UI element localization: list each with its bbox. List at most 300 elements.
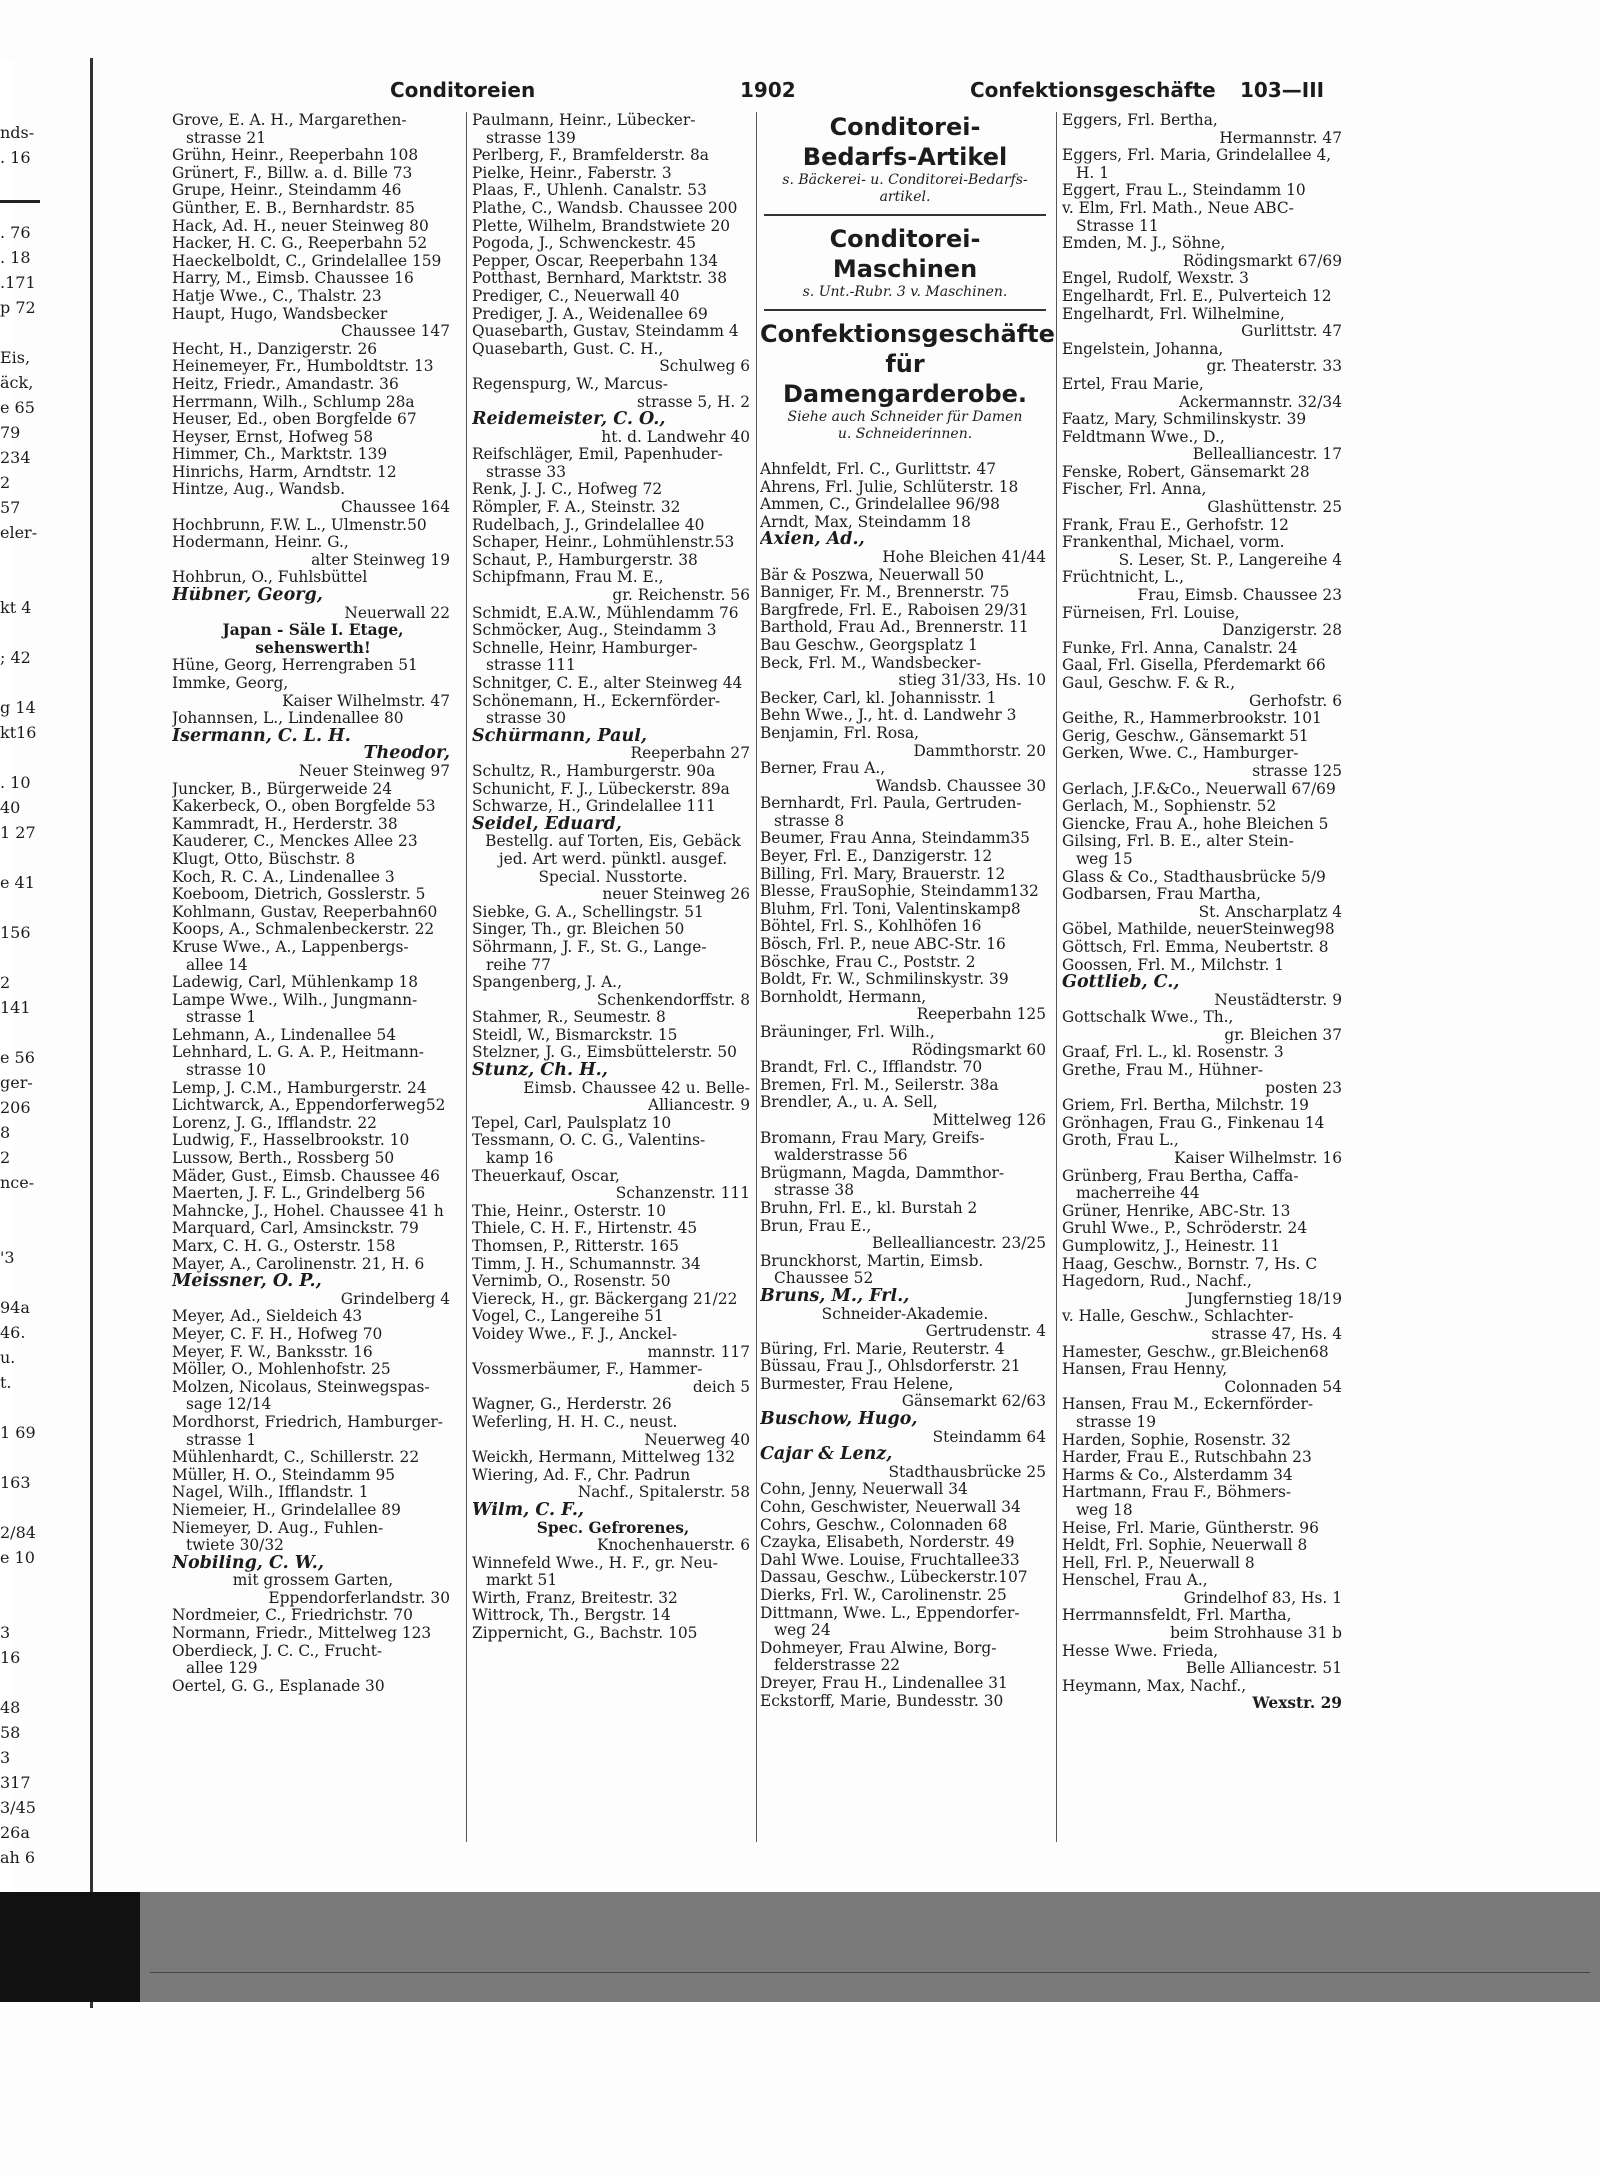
directory-entry: Gerlach, M., Sophienstr. 52 (1062, 798, 1277, 816)
directory-entry: Schwarze, H., Grindelallee 111 (472, 798, 716, 816)
directory-entry: Vossmerbäumer, F., Hammer- (472, 1361, 703, 1379)
directory-entry: strasse 125 (1252, 762, 1342, 780)
directory-entry: Brun, Frau E., (760, 1217, 872, 1235)
directory-entry: Gruhl Wwe., P., Schröderstr. 24 (1062, 1220, 1308, 1238)
directory-entry: Herrmannsfeldt, Frl. Martha, (1062, 1607, 1292, 1625)
directory-entry: Engelhardt, Frl. Wilhelmine, (1062, 305, 1285, 323)
directory-entry: Buschow, Hugo, (760, 1411, 918, 1429)
directory-entry: Lehnhard, L. G. A. P., Heitmann- (172, 1044, 425, 1062)
directory-entry: Grünberg, Frau Bertha, Caffa- (1062, 1167, 1299, 1185)
directory-entry: Feldtmann Wwe., D., (1062, 428, 1225, 446)
directory-entry: Mordhorst, Friedrich, Hamburger- (172, 1413, 443, 1431)
directory-entry: jed. Art werd. pünktl. ausgef. (498, 850, 728, 868)
directory-entry: Heymann, Max, Nachf., (1062, 1677, 1247, 1695)
directory-entry: Schürmann, Paul, (472, 727, 647, 746)
directory-entry: Schaper, Heinr., Lohmühlenstr.53 (472, 534, 735, 552)
directory-entry: Beck, Frl. M., Wandsbecker- (760, 654, 982, 672)
directory-entry: Meyer, F. W., Banksstr. 16 (172, 1343, 373, 1361)
directory-entry: Boldt, Fr. W., Schmilinskystr. 39 (760, 971, 1009, 989)
directory-entry: Knochenhauerstr. 6 (596, 1537, 750, 1555)
directory-entry: Jungfernstieg 18/19 (1186, 1290, 1342, 1308)
directory-entry: strasse 8 (774, 812, 845, 830)
directory-entry: sage 12/14 (186, 1396, 272, 1414)
directory-entry: Mittelweg 126 (932, 1111, 1046, 1129)
directory-entry: Gerken, Wwe. C., Hamburger- (1062, 745, 1299, 763)
directory-entry: macherreihe 44 (1076, 1185, 1200, 1203)
directory-entry: Hansen, Frau Henny, (1062, 1361, 1228, 1379)
directory-entry: Göttsch, Frl. Emma, Neubertstr. 8 (1062, 938, 1329, 956)
directory-entry: Büssau, Frau J., Ohlsdorferstr. 21 (760, 1358, 1021, 1376)
directory-entry: Fürneisen, Frl. Louise, (1062, 604, 1240, 622)
section-divider (764, 309, 1046, 311)
directory-entry: Nachf., Spitalerstr. 58 (577, 1484, 750, 1502)
directory-entry: Plette, Wilhelm, Brandstwiete 20 (472, 217, 731, 235)
directory-entry: Stelzner, J. G., Eimsbüttelerstr. 50 (472, 1044, 737, 1062)
directory-entry: Hartmann, Frau F., Böhmers- (1062, 1484, 1292, 1502)
directory-entry: Maerten, J. F. L., Grindelberg 56 (172, 1185, 426, 1203)
directory-entry: Schmöcker, Aug., Steindamm 3 (472, 622, 717, 640)
directory-entry: Grupe, Heinr., Steindamm 46 (172, 182, 402, 200)
directory-entry: Bluhm, Frl. Toni, Valentinskamp8 (760, 900, 1021, 918)
directory-entry: Bremen, Frl. M., Seilerstr. 38a (760, 1076, 999, 1094)
directory-entry: Meissner, O. P., (172, 1273, 322, 1291)
directory-entry: S. Leser, St. P., Langereihe 4 (1118, 551, 1342, 569)
directory-entry: Günther, E. B., Bernhardstr. 85 (172, 199, 415, 217)
directory-entry: Römpler, F. A., Steinstr. 32 (472, 499, 681, 517)
directory-entry: Czayka, Elisabeth, Norderstr. 49 (760, 1534, 1015, 1552)
directory-entry: Haeckelboldt, C., Grindelallee 159 (172, 252, 442, 270)
directory-entry: Schnitger, C. E., alter Steinweg 44 (472, 675, 743, 692)
page-header (100, 78, 1560, 110)
directory-entry: Godbarsen, Frau Martha, (1062, 886, 1261, 904)
directory-entry: Oertel, G. G., Esplanade 30 (172, 1677, 385, 1695)
directory-entry: strasse 5, H. 2 (637, 393, 750, 411)
directory-entry: Gerlach, J.F.&Co., Neuerwall 67/69 (1062, 780, 1336, 798)
directory-entry: Heise, Frl. Marie, Güntherstr. 96 (1062, 1519, 1319, 1537)
directory-entry: Herrmann, Wilh., Schlump 28a (172, 393, 415, 411)
directory-entry: Seidel, Eduard, (472, 815, 622, 834)
directory-entry: Pogoda, J., Schwenckestr. 45 (472, 235, 697, 253)
directory-entry: Lussow, Berth., Rossberg 50 (172, 1150, 395, 1168)
directory-entry: Quasebarth, Gust. C. H., (472, 340, 664, 358)
directory-entry: Nobiling, C. W., (172, 1554, 324, 1573)
directory-entry: Pepper, Oscar, Reeperbahn 134 (472, 252, 719, 270)
directory-entry: Mäder, Gust., Eimsb. Chaussee 46 (172, 1167, 440, 1185)
directory-entry: Rudelbach, J., Grindelallee 40 (472, 516, 705, 534)
directory-entry: Vernimb, O., Rosenstr. 50 (472, 1273, 671, 1291)
directory-entry: Ladewig, Carl, Mühlenkamp 18 (172, 974, 419, 992)
directory-entry: Normann, Friedr., Mittelweg 123 (172, 1625, 432, 1643)
directory-entry: Bornholdt, Hermann, (760, 988, 927, 1006)
directory-entry: kamp 16 (486, 1150, 554, 1168)
directory-entry: Grethe, Frau M., Hühner- (1062, 1062, 1264, 1080)
directory-entry: Ackermannstr. 32/34 (1178, 393, 1342, 411)
directory-entry: Arndt, Max, Steindamm 18 (760, 513, 971, 531)
section-note-confektion: Siehe auch Schneider für Damen u. Schneiderinnen. (787, 409, 1023, 442)
directory-entry: Bestellg. auf Torten, Eis, Gebäck (485, 833, 741, 851)
directory-entry: Harry, M., Eimsb. Chaussee 16 (172, 270, 414, 288)
directory-entry: Beumer, Frau Anna, Steindamm35 (760, 830, 1030, 848)
directory-entry: Cohrs, Geschw., Colonnaden 68 (760, 1516, 1008, 1534)
directory-entry: Fischer, Frl. Anna, (1062, 481, 1207, 499)
directory-entry: Chaussee 52 (774, 1270, 874, 1288)
directory-entry: Lorenz, J. G., Ifflandstr. 22 (172, 1114, 377, 1132)
directory-entry: Ahnfeldt, Frl. C., Gurlittstr. 47 (760, 461, 997, 478)
directory-entry: Schneider-Akademie. (821, 1305, 989, 1323)
directory-entry: Eggers, Frl. Bertha, (1062, 112, 1218, 129)
directory-entry: posten 23 (1265, 1079, 1342, 1097)
directory-entry: Schulweg 6 (659, 358, 750, 376)
directory-entry: Eimsb. Chaussee 42 u. Belle- (523, 1079, 750, 1097)
directory-entry: Mahncke, J., Hohel. Chaussee 41 h (172, 1202, 444, 1220)
directory-entry: Bellealliancestr. 17 (1192, 446, 1342, 464)
directory-entry: Spec. Gefrorenes, (536, 1519, 690, 1537)
directory-entry: Colonnaden 54 (1224, 1378, 1342, 1396)
directory-entry: Potthast, Bernhard, Marktstr. 38 (472, 270, 728, 288)
directory-entry: Büring, Frl. Marie, Reuterstr. 4 (760, 1340, 1005, 1358)
directory-entry: mit grossem Garten, (232, 1572, 394, 1590)
directory-entry: Cohn, Geschwister, Neuerwall 34 (760, 1499, 1021, 1517)
directory-entry: Cajar & Lenz, (760, 1446, 893, 1464)
directory-entry: Hohbrun, O., Fuhlsbüttel (172, 569, 368, 587)
directory-entry: Wiering, Ad. F., Chr. Padrun (472, 1466, 691, 1484)
directory-entry: Wilm, C. F., (472, 1501, 584, 1520)
directory-entry: strasse 30 (486, 710, 566, 728)
entry-list (760, 461, 1050, 1710)
directory-entry: strasse 19 (1076, 1413, 1156, 1431)
directory-entry: Thiele, C. H. F., Hirtenstr. 45 (472, 1220, 698, 1238)
directory-entry: Kaiser Wilhelmstr. 47 (282, 692, 450, 710)
directory-entry: Strasse 11 (1076, 217, 1159, 235)
directory-entry: Eggers, Frl. Maria, Grindelallee 4, (1062, 147, 1332, 165)
directory-entry: Frankenthal, Michael, vorm. (1062, 534, 1285, 552)
directory-entry: Danzigerstr. 28 (1222, 622, 1342, 640)
directory-entry: weg 24 (774, 1622, 831, 1640)
scan-dark-corner (0, 1892, 140, 2002)
header-left-title: Conditoreien (390, 78, 536, 102)
directory-entry: Winnefeld Wwe., H. F., gr. Neu- (472, 1554, 718, 1572)
directory-entry: Chaussee 164 (340, 499, 450, 517)
directory-entry: Heitz, Friedr., Amandastr. 36 (172, 375, 399, 393)
directory-entry: Schaut, P., Hamburgerstr. 38 (472, 551, 698, 569)
directory-entry: Reifschläger, Emil, Papenhuder- (472, 446, 723, 464)
directory-entry: strasse 38 (774, 1182, 854, 1200)
directory-entry: gr. Bleichen 37 (1224, 1026, 1342, 1044)
directory-entry: Behn Wwe., J., ht. d. Landwehr 3 (760, 707, 1017, 725)
directory-entry: Grindelhof 83, Hs. 1 (1183, 1589, 1342, 1607)
directory-entry: Oberdieck, J. C. C., Frucht- (172, 1642, 383, 1660)
directory-entry: Nordmeier, C., Friedrichstr. 70 (172, 1607, 413, 1625)
directory-entry: Lichtwarck, A., Eppendorferweg52 (172, 1097, 446, 1115)
column-confektion-2 (1062, 112, 1346, 1713)
directory-entry: Gilsing, Frl. B. E., alter Stein- (1062, 833, 1294, 851)
directory-entry: Berner, Frau A., (760, 760, 886, 778)
directory-entry: Kakerbeck, O., oben Borgfelde 53 (172, 798, 436, 816)
directory-entry: Weickh, Hermann, Mittelweg 132 (472, 1449, 735, 1467)
directory-entry: v. Halle, Geschw., Schlachter- (1062, 1308, 1294, 1326)
directory-entry: Schmidt, E.A.W., Mühlendamm 76 (472, 604, 739, 622)
directory-entry: Steidl, W., Bismarckstr. 15 (472, 1026, 678, 1044)
column-conditoreien-1 (172, 112, 454, 1695)
directory-entry: Griem, Frl. Bertha, Milchstr. 19 (1062, 1097, 1309, 1115)
directory-entry: Hacker, H. C. G., Reeperbahn 52 (172, 235, 428, 253)
directory-entry: allee 129 (186, 1660, 258, 1678)
directory-entry: Funke, Frl. Anna, Canalstr. 24 (1062, 639, 1298, 657)
directory-entry: Burmester, Frau Helene, (760, 1375, 954, 1393)
directory-entry: Belle Alliancestr. 51 (1185, 1660, 1342, 1678)
directory-entry: Harden, Sophie, Rosenstr. 32 (1062, 1431, 1291, 1449)
directory-entry: Hansen, Frau M., Eckernförder- (1062, 1396, 1314, 1414)
directory-entry: weg 15 (1076, 850, 1133, 868)
directory-entry: Möller, O., Mohlenhofstr. 25 (172, 1361, 391, 1379)
directory-entry: Bellealliancestr. 23/25 (871, 1235, 1046, 1253)
directory-entry: strasse 21 (186, 129, 266, 147)
directory-entry: Kruse Wwe., A., Lappenbergs- (172, 938, 409, 956)
directory-entry: Dammthorstr. 20 (913, 742, 1046, 760)
directory-entry: Vogel, C., Langereihe 51 (472, 1308, 664, 1326)
directory-entry: Gottschalk Wwe., Th., (1062, 1009, 1234, 1027)
directory-entry: Schultz, R., Hamburgerstr. 90a (472, 762, 716, 780)
directory-entry: Prediger, J. A., Weidenallee 69 (472, 305, 708, 323)
directory-entry: Alliancestr. 9 (647, 1097, 750, 1115)
directory-entry: Timm, J. H., Schumannstr. 34 (472, 1255, 701, 1273)
directory-entry: Brendler, A., u. A. Sell, (760, 1094, 938, 1112)
directory-entry: felderstrasse 22 (774, 1657, 901, 1675)
directory-entry: strasse 10 (186, 1062, 266, 1080)
directory-entry: strasse 1 (186, 1009, 257, 1027)
directory-entry: Singer, Th., gr. Bleichen 50 (472, 921, 685, 939)
directory-entry: Engel, Rudolf, Wexstr. 3 (1062, 270, 1249, 288)
directory-entry: Marquard, Carl, Amsinckstr. 79 (172, 1220, 419, 1238)
directory-entry: Wandsb. Chaussee 30 (875, 777, 1046, 795)
section-note-bedarfs: s. Bäckerei- u. Conditorei-Bedarfs- artikel. (782, 172, 1028, 205)
header-right-title: Confektionsgeschäfte (970, 78, 1216, 102)
directory-entry: Ammen, C., Grindelallee 96/98 (760, 496, 1000, 514)
directory-entry: Hochbrunn, F.W. L., Ulmenstr.50 (172, 516, 427, 534)
directory-entry: Heuser, Ed., oben Borgfelde 67 (172, 411, 417, 429)
directory-entry: Gaal, Frl. Gisella, Pferdemarkt 66 (1062, 657, 1326, 675)
directory-entry: stieg 31/33, Hs. 10 (898, 672, 1046, 690)
directory-entry: ht. d. Landwehr 40 (601, 428, 750, 446)
directory-entry: Johannsen, L., Lindenallee 80 (172, 710, 404, 728)
section-heading-maschinen: Conditorei-Maschinen (829, 225, 981, 283)
directory-entry: Eggert, Frau L., Steindamm 10 (1062, 182, 1306, 200)
directory-entry: Himmer, Ch., Marktstr. 139 (172, 446, 388, 464)
directory-entry: gr. Reichenstr. 56 (612, 587, 750, 605)
directory-entry: Thomsen, P., Ritterstr. 165 (472, 1238, 679, 1255)
column-rule (466, 112, 467, 1842)
directory-entry: Gertrudenstr. 4 (925, 1323, 1046, 1341)
directory-entry: Grühn, Heinr., Reeperbahn 108 (172, 147, 419, 165)
directory-entry: Bär & Poszwa, Neuerwall 50 (760, 566, 985, 584)
directory-entry: Koch, R. C. A., Lindenallee 3 (172, 868, 395, 886)
directory-entry: Tessmann, O. C. G., Valentins- (472, 1132, 706, 1150)
header-page-number: 103—III (1240, 78, 1325, 102)
directory-entry: Japan - Säle I. Etage, (222, 622, 404, 640)
directory-entry: Niemeier, H., Grindelallee 89 (172, 1501, 401, 1519)
directory-entry: Grüner, Henrike, ABC-Str. 13 (1062, 1202, 1291, 1220)
directory-entry: Dreyer, Frau H., Lindenallee 31 (760, 1674, 1008, 1692)
directory-entry: Heinemeyer, Fr., Humboldtstr. 13 (172, 358, 434, 376)
directory-entry: Bräuninger, Frl. Wilh., (760, 1024, 935, 1041)
directory-entry: Faatz, Mary, Schmilinskystr. 39 (1062, 411, 1307, 429)
directory-entry: Lemp, J. C.M., Hamburgerstr. 24 (172, 1079, 427, 1097)
directory-entry: Heldt, Frl. Sophie, Neuerwall 8 (1062, 1537, 1308, 1555)
directory-entry: Spangenberg, J. A., (472, 974, 622, 992)
directory-entry: Ahrens, Frl. Julie, Schlüterstr. 18 (760, 478, 1019, 496)
directory-entry: Barthold, Frau Ad., Brennerstr. 11 (760, 619, 1029, 637)
directory-entry: Marx, C. H. G., Osterstr. 158 (172, 1238, 396, 1255)
directory-entry: Böhtel, Frl. S., Kohlhöfen 16 (760, 918, 982, 936)
directory-entry: beim Strohhause 31 b (1170, 1625, 1342, 1643)
directory-entry: Renk, J. J. C., Hofweg 72 (472, 481, 663, 499)
directory-entry: H. 1 (1076, 164, 1109, 182)
directory-entry: Reeperbahn 125 (916, 1006, 1046, 1024)
page-border (90, 58, 93, 2008)
directory-entry: Plathe, C., Wandsb. Chaussee 200 (472, 199, 738, 217)
directory-entry: Special. Nusstorte. (538, 868, 688, 886)
directory-entry: Wexstr. 29 (1252, 1695, 1342, 1713)
directory-entry: Graaf, Frl. L., kl. Rosenstr. 3 (1062, 1044, 1284, 1062)
column-confektion-1 (760, 112, 1055, 1710)
directory-entry: Lampe Wwe., Wilh., Jungmann- (172, 991, 418, 1009)
directory-entry: Hell, Frl. P., Neuerwall 8 (1062, 1554, 1255, 1572)
directory-entry: Becker, Carl, kl. Johannisstr. 1 (760, 689, 997, 707)
directory-entry: Hübner, Georg, (172, 587, 323, 605)
section-divider (764, 214, 1046, 216)
directory-entry: Frank, Frau E., Gerhofstr. 12 (1062, 516, 1289, 534)
directory-entry: Bruhn, Frl. E., kl. Burstah 2 (760, 1199, 978, 1217)
directory-entry: Bösch, Frl. P., neue ABC-Str. 16 (760, 936, 1006, 954)
directory-entry: Ludwig, F., Hasselbrookstr. 10 (172, 1132, 410, 1150)
directory-entry: Lehmann, A., Lindenallee 54 (172, 1026, 397, 1044)
directory-entry: Mayer, A., Carolinenstr. 21, H. 6 (172, 1255, 425, 1273)
directory-entry: Neuerwall 22 (344, 604, 450, 622)
directory-entry: Viereck, H., gr. Bäckergang 21/22 (472, 1290, 738, 1308)
directory-entry: Rödingsmarkt 67/69 (1182, 252, 1342, 270)
directory-entry: Eppendorferlandstr. 30 (268, 1589, 450, 1607)
directory-entry: Thie, Heinr., Osterstr. 10 (472, 1202, 666, 1220)
directory-entry: Cohn, Jenny, Neuerwall 34 (760, 1481, 968, 1499)
directory-entry: strasse 47, Hs. 4 (1211, 1325, 1342, 1343)
directory-entry: Beyer, Frl. E., Danzigerstr. 12 (760, 848, 993, 866)
directory-entry: Neuerweg 40 (644, 1431, 750, 1449)
directory-entry: allee 14 (186, 956, 248, 974)
directory-entry: Harms & Co., Alsterdamm 34 (1062, 1466, 1293, 1484)
directory-entry: Schönemann, H., Eckernförder- (472, 692, 721, 710)
directory-entry: Perlberg, F., Bramfelderstr. 8a (472, 147, 709, 165)
directory-entry: Rödingsmarkt 60 (911, 1041, 1046, 1059)
directory-entry: Dassau, Geschw., Lübeckerstr.107 (760, 1569, 1028, 1587)
directory-entry: Stunz, Ch. H., (472, 1062, 608, 1080)
directory-entry: Schanzenstr. 111 (615, 1185, 750, 1203)
directory-entry: strasse 1 (186, 1431, 257, 1449)
directory-entry: Gänsemarkt 62/63 (901, 1393, 1046, 1411)
directory-entry: Hamester, Geschw., gr.Bleichen68 (1062, 1343, 1329, 1361)
directory-entry: Schenkendorffstr. 8 (596, 991, 750, 1009)
directory-entry: Gerig, Geschw., Gänsemarkt 51 (1062, 727, 1309, 745)
directory-entry: Prediger, C., Neuerwall 40 (472, 287, 680, 305)
directory-entry: Kammradt, H., Herderstr. 38 (172, 815, 398, 833)
directory-entry: strasse 33 (486, 463, 566, 481)
directory-entry: Hesse Wwe. Frieda, (1062, 1642, 1219, 1660)
directory-entry: Hatje Wwe., C., Thalstr. 23 (172, 287, 382, 305)
directory-entry: Fenske, Robert, Gänsemarkt 28 (1062, 463, 1310, 481)
directory-entry: Hagedorn, Rud., Nachf., (1062, 1273, 1252, 1291)
section-note-maschinen: s. Unt.-Rubr. 3 v. Maschinen. (802, 284, 1008, 300)
directory-entry: Eckstorff, Marie, Bundesstr. 30 (760, 1692, 1004, 1710)
directory-entry: markt 51 (486, 1572, 558, 1590)
directory-entry: Schipfmann, Frau M. E., (472, 569, 664, 587)
directory-entry: Wagner, G., Herderstr. 26 (472, 1396, 672, 1414)
directory-entry: Koops, A., Schmalenbeckerstr. 22 (172, 921, 435, 939)
directory-entry: Giencke, Frau A., hohe Bleichen 5 (1062, 815, 1329, 833)
directory-entry: v. Elm, Frl. Math., Neue ABC- (1062, 199, 1294, 217)
directory-entry: Engelstein, Johanna, (1062, 340, 1224, 358)
directory-entry: Molzen, Nicolaus, Steinwegspas- (172, 1378, 430, 1396)
directory-entry: Kauderer, C., Menckes Allee 23 (172, 833, 418, 851)
directory-entry: St. Anscharplatz 4 (1198, 903, 1342, 921)
directory-entry: Ertel, Frau Marie, (1062, 375, 1204, 393)
directory-entry: Brandt, Frl. C., Ifflandstr. 70 (760, 1059, 983, 1077)
directory-entry: Stahmer, R., Seumestr. 8 (472, 1009, 666, 1027)
directory-entry: Niemeyer, D. Aug., Fuhlen- (172, 1519, 384, 1537)
directory-entry: Böschke, Frau C., Poststr. 2 (760, 953, 976, 971)
directory-entry: strasse 111 (486, 657, 576, 675)
directory-entry: weg 18 (1076, 1501, 1133, 1519)
directory-entry: Haupt, Hugo, Wandsbecker (172, 305, 388, 323)
directory-entry: Wirth, Franz, Breitestr. 32 (472, 1589, 678, 1607)
directory-entry: Grindelberg 4 (340, 1290, 450, 1308)
directory-entry: sehenswerth! (255, 639, 371, 657)
directory-entry: Hermannstr. 47 (1219, 129, 1342, 147)
directory-entry: Grove, E. A. H., Margarethen- (172, 112, 407, 129)
directory-entry: Dahl Wwe. Louise, Fruchtallee33 (760, 1551, 1020, 1569)
directory-entry: Hintze, Aug., Wandsb. (172, 481, 346, 499)
directory-entry: Paulmann, Heinr., Lübecker- (472, 112, 696, 129)
directory-entry: Heyser, Ernst, Hofweg 58 (172, 428, 374, 446)
section-heading-confektion: Confektionsgeschäfte für Damengarderobe. (760, 320, 1055, 408)
directory-entry: neuer Steinweg 26 (602, 886, 750, 904)
directory-entry: Dohmeyer, Frau Alwine, Borg- (760, 1639, 997, 1657)
directory-entry: Harder, Frau E., Rutschbahn 23 (1062, 1449, 1312, 1467)
directory-entry: Klugt, Otto, Büschstr. 8 (172, 850, 356, 868)
directory-entry: Reidemeister, C. O., (472, 411, 666, 429)
directory-entry: Immke, Georg, (172, 675, 289, 692)
directory-entry: Kaiser Wilhelmstr. 16 (1174, 1150, 1342, 1168)
directory-entry: Nagel, Wilh., Ifflandstr. 1 (172, 1484, 369, 1502)
directory-entry: Quasebarth, Gustav, Steindamm 4 (472, 323, 739, 341)
directory-entry: Bargfrede, Frl. E., Raboisen 29/31 (760, 601, 1029, 619)
directory-entry: Bernhardt, Frl. Paula, Gertruden- (760, 795, 1022, 813)
directory-entry: Theuerkauf, Oscar, (472, 1167, 620, 1185)
directory-entry: Bau Geschw., Georgsplatz 1 (760, 636, 978, 654)
directory-entry: Hecht, H., Danzigerstr. 26 (172, 340, 378, 358)
directory-entry: Chaussee 147 (340, 323, 450, 341)
directory-entry: Axien, Ad., (760, 531, 865, 549)
directory-entry: strasse 139 (486, 129, 576, 147)
directory-entry: Grünert, F., Billw. a. d. Bille 73 (172, 164, 413, 182)
directory-entry: Plaas, F., Uhlenh. Canalstr. 53 (472, 182, 707, 200)
directory-entry: Gottlieb, C., (1062, 974, 1180, 992)
directory-entry: Schunicht, F. J., Lübeckerstr. 89a (472, 780, 730, 798)
directory-entry: Blesse, FrauSophie, Steindamm132 (760, 883, 1039, 901)
directory-entry: Grönhagen, Frau G., Finkenau 14 (1062, 1114, 1325, 1132)
directory-entry: Söhrmann, J. F., St. G., Lange- (472, 938, 707, 956)
directory-entry: Kohlmann, Gustav, Reeperbahn60 (172, 903, 438, 921)
directory-entry: Meyer, Ad., Sieldeich 43 (172, 1308, 363, 1326)
scan-ruler (150, 1972, 1590, 1993)
